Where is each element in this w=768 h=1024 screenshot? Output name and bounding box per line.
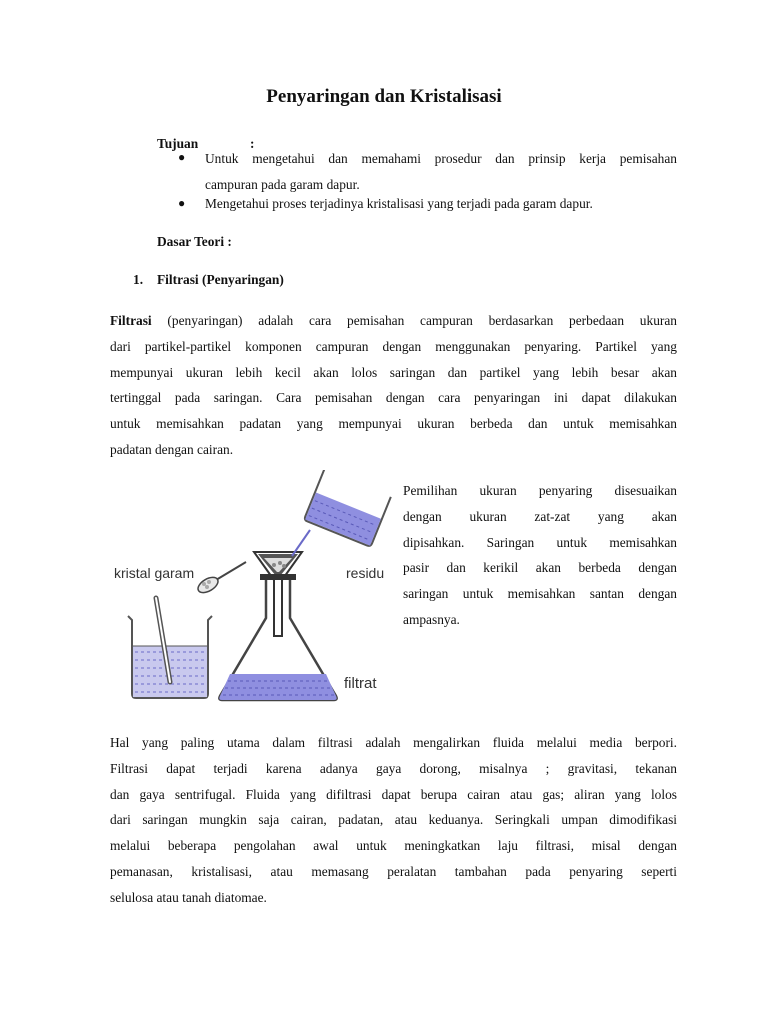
paragraph-filtrasi: Filtrasi (penyaringan) adalah cara pemisahan campuran berdasarkan perbedaan ukuran dari partikel-partikel komponen campuran dengan menggunakan penyaring. Partikel yang mempunyai ukuran lebih kecil akan lolos saringan dan partikel yang lebih besar akan tertinggal pada saringan. Cara pemisahan dengan cara penyaringan ini dapat dilakukan untuk memisahkan padatan yang mempunyai ukuran berbeda dan untuk memisahkan padatan dengan cairan. [110, 313, 677, 457]
bullet-icon: ● [178, 150, 186, 164]
paragraph-side: Pemilihan ukuran penyaring disesuaikan dengan ukuran zat-zat yang akan dipisahkan. Saringan untuk memisahkan pasir dan kerikil akan berbeda dengan saringan untuk memisahkan santan dengan ampasnya. [403, 483, 677, 627]
spoon-icon [195, 562, 246, 596]
paragraph-filtrasi-detail: Hal yang paling utama dalam filtrasi adalah mengalirkan fluida melalui media berpori. Filtrasi dapat terjadi karena adanya gaya dorong, misalnya ; gravitasi, tekanan dan gaya sentrifugal. Fluida yang difiltrasi dapat berupa cairan atau gas; aliran yang lolos dari saringan mungkin saja cairan, padatan, atau keduanya. Seringkali umpan dimodifikasi melalui beberapa pengolahan awal untuk meningkatkan laju filtrasi, misal dengan pemanasan, kristalisasi, atau memasang peralatan tambahan pada penyaring seperti selulosa atau tanah diatomae. [110, 735, 677, 905]
tujuan-label: Tujuan [157, 136, 199, 151]
beaker [128, 616, 212, 698]
tujuan-colon: : [250, 136, 255, 151]
tujuan-bullet-1: Untuk mengetahui dan memahami prosedur dan prinsip kerja pemisahan campuran pada garam dapur. [205, 151, 677, 192]
dasar-teori-heading: Dasar Teori : [157, 234, 232, 249]
pouring-beaker [300, 470, 392, 547]
bold-term: Filtrasi [110, 313, 152, 328]
label-filtrat: filtrat [344, 675, 377, 692]
section-number: 1. [133, 272, 144, 287]
label-residu: residu [346, 565, 385, 581]
filtration-illustration [108, 470, 396, 710]
label-kristal-garam: kristal garam [114, 565, 195, 581]
bullet-icon: ● [178, 196, 186, 210]
section-heading: Filtrasi (Penyaringan) [157, 272, 284, 287]
funnel [254, 552, 302, 636]
tujuan-bullet-2: Mengetahui proses terjadinya kristalisasi yang terjadi pada garam dapur. [205, 196, 593, 211]
page-title: Penyaringan dan Kristalisasi [266, 86, 502, 107]
